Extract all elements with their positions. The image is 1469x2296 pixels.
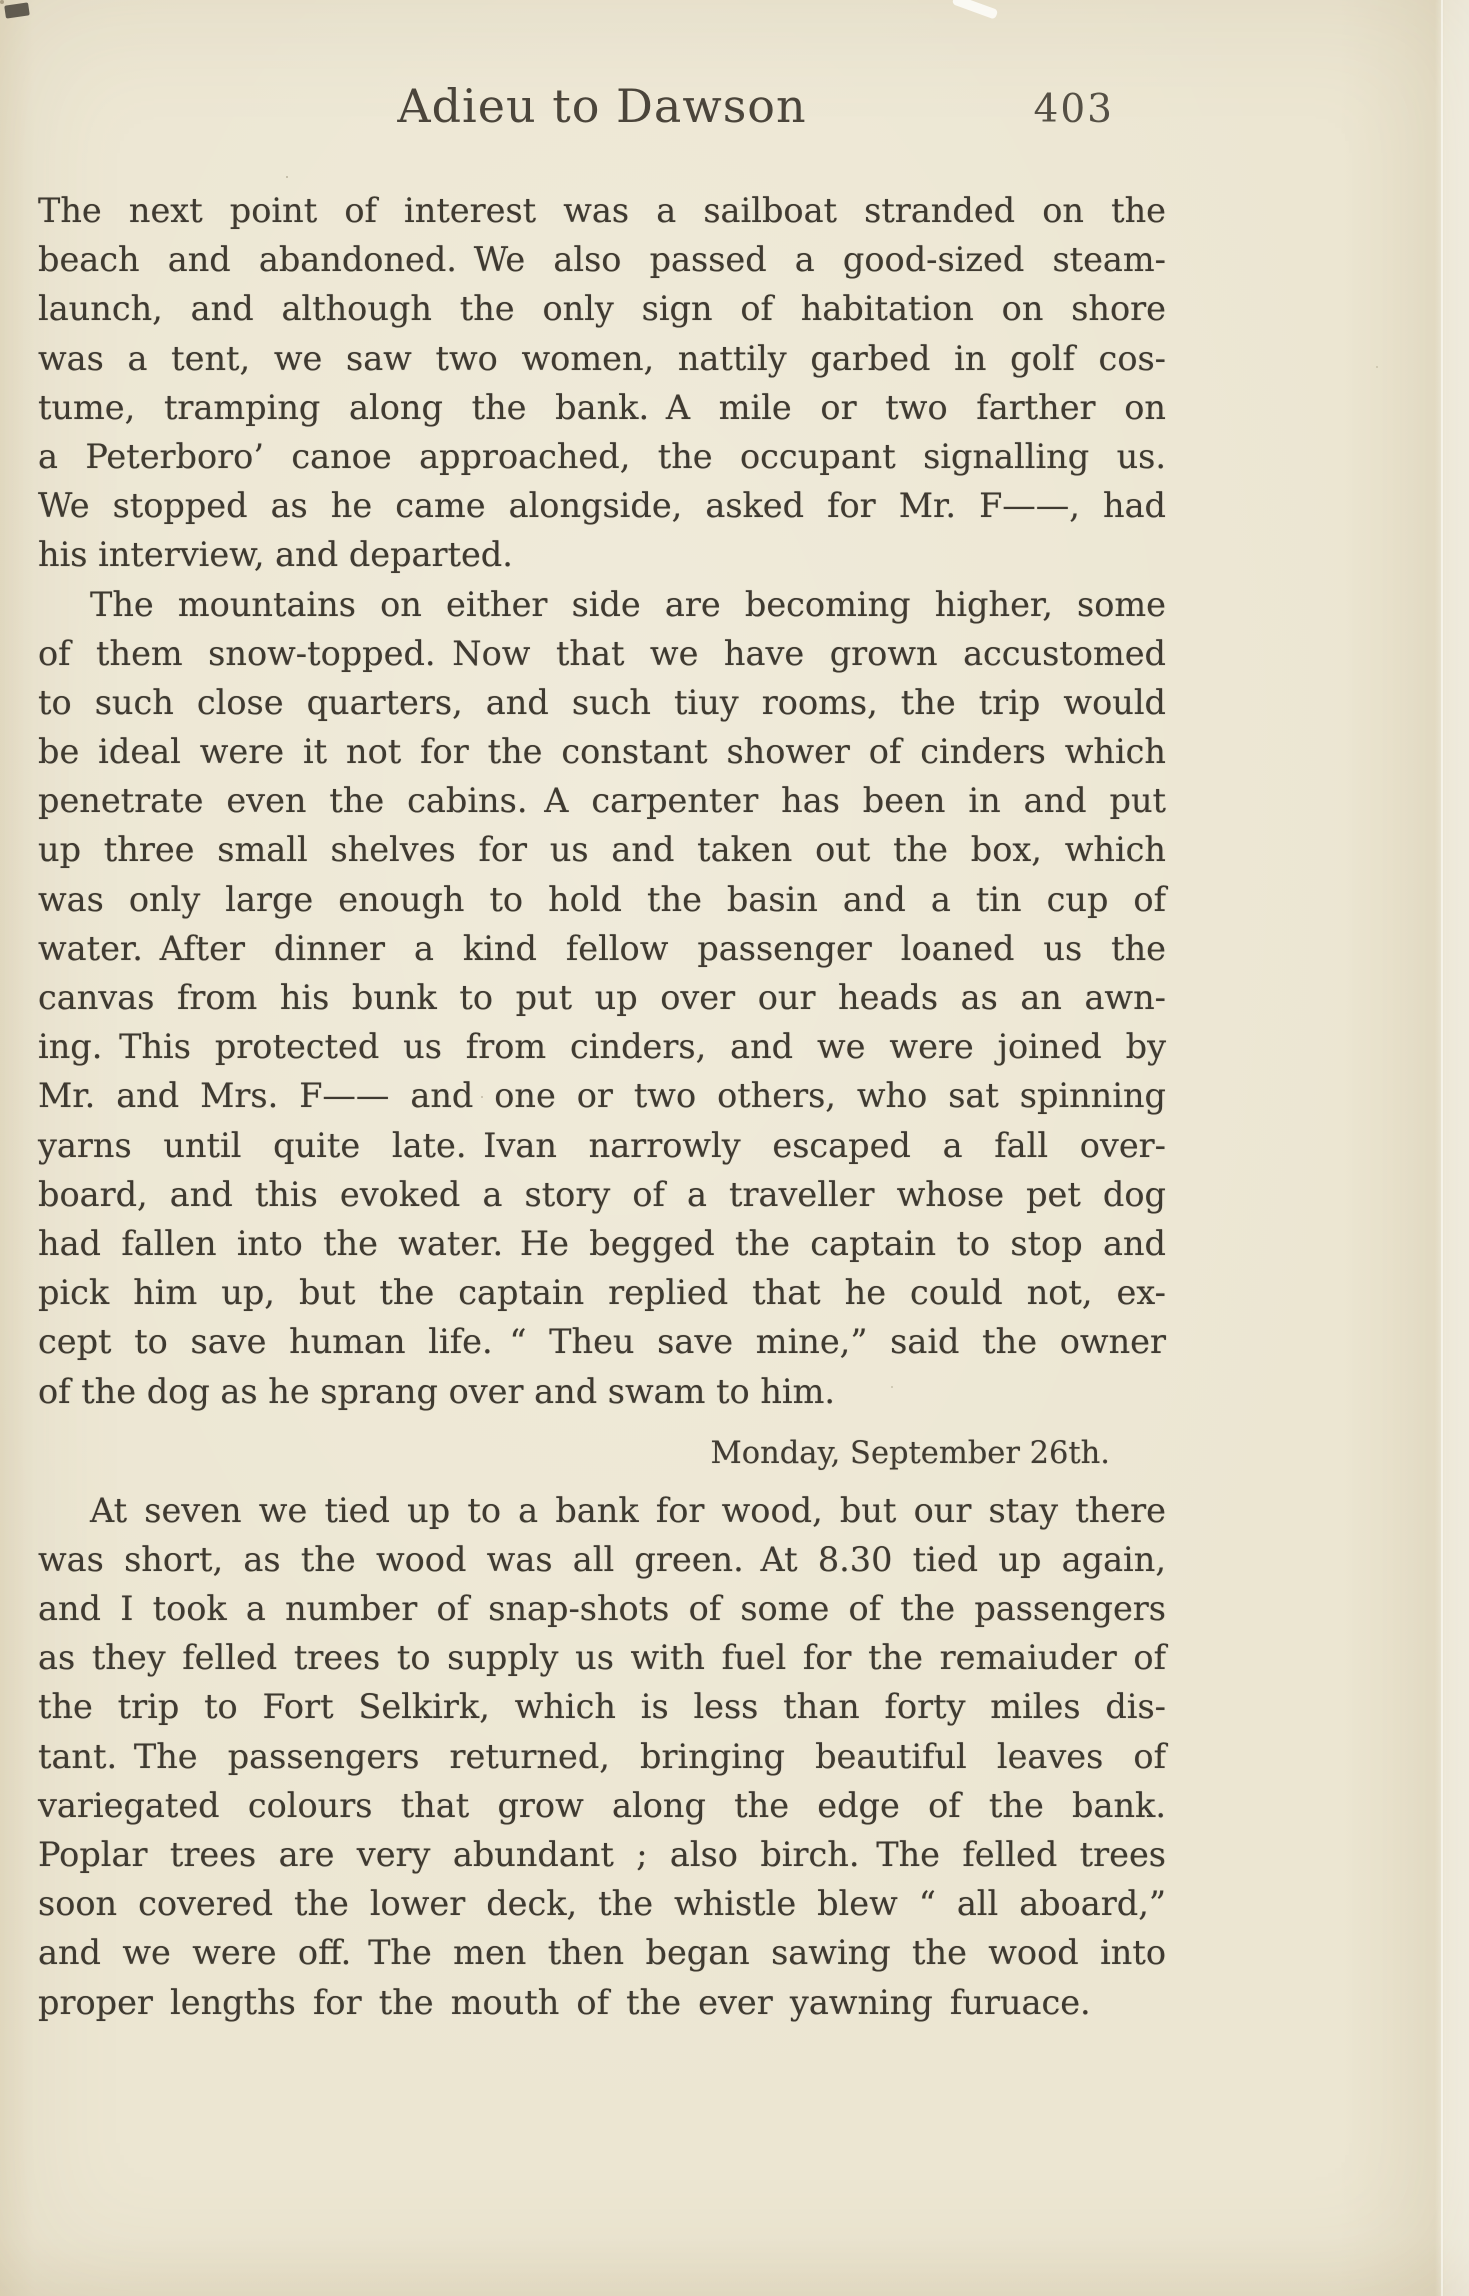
text-line: board, and this evoked a story of a traveller whose pet dog (38, 1174, 1166, 1214)
text-line: variegated colours that grow along the edge of the bank. (38, 1785, 1166, 1825)
text-line: yarns until quite late. Ivan narrowly escaped a fall over- (38, 1125, 1166, 1165)
text-line: was only large enough to hold the basin and a tin cup of (38, 879, 1166, 919)
text-line: was a tent, we saw two women, nattily garbed in golf cos- (38, 338, 1166, 378)
scan-corner-mark (4, 2, 30, 18)
page-body (38, 186, 1166, 2027)
paragraph (38, 580, 1166, 1416)
text-line: ing. This protected us from cinders, and we were joined by (38, 1027, 1166, 1067)
text-line: pick him up, but the captain replied that he could not, ex- (38, 1273, 1166, 1313)
text-line: At seven we tied up to a bank for wood, but our stay there (90, 1490, 1166, 1530)
text-line: penetrate even the cabins. A carpenter has been in and put (38, 781, 1166, 821)
text-line: to such close quarters, and such tiuy rooms, the trip would (38, 682, 1166, 722)
page-number: 403 (1033, 87, 1114, 132)
text-line: be ideal were it not for the constant shower of cinders which (38, 732, 1166, 772)
paragraph (38, 186, 1166, 580)
text-line: tant. The passengers returned, bringing beautiful leaves of (38, 1736, 1166, 1776)
text-line: up three small shelves for us and taken out the box, which (38, 830, 1166, 870)
date-heading: Monday, September 26th. (710, 1435, 1110, 1471)
text-line: launch, and although the only sign of habitation on shore (38, 289, 1166, 329)
text-line: beach and abandoned. We also passed a good-sized steam- (38, 240, 1166, 280)
text-line: canvas from his bunk to put up over our heads as an awn- (38, 978, 1166, 1017)
text-line: proper lengths for the mouth of the ever yawning furuace. (38, 1982, 1091, 2022)
text-line: water. After dinner a kind fellow passenger loaned us the (38, 928, 1166, 968)
text-line: We stopped as he came alongside, asked for Mr. F——, had (38, 486, 1166, 526)
text-line: the trip to Fort Selkirk, which is less than forty miles dis- (38, 1687, 1166, 1727)
text-line: The mountains on either side are becoming higher, some (90, 584, 1166, 624)
text-line: of the dog as he sprang over and swam to him. (38, 1371, 836, 1411)
text-line: and I took a number of snap-shots of some of the passengers (38, 1589, 1166, 1629)
text-line: Poplar trees are very abundant ; also birch. The felled trees (38, 1835, 1166, 1874)
scan-light-notch (952, 0, 999, 20)
text-line: tume, tramping along the bank. A mile or two farther on (38, 387, 1166, 427)
running-title: Adieu to Dawson (397, 79, 807, 133)
text-line: and we were off. The men then began sawing the wood into (38, 1933, 1166, 1973)
page-edge-line (1441, 0, 1443, 2296)
text-line: his interview, and departed. (38, 535, 513, 575)
text-line: as they felled trees to supply us with fuel for the remaiuder of (38, 1638, 1166, 1678)
paragraph (38, 1486, 1166, 2027)
paper-speck (0, 0, 4, 4)
text-line: soon covered the lower deck, the whistle blew “ all aboard,” (38, 1884, 1166, 1924)
text-line: of them snow-topped. Now that we have grown accustomed (38, 633, 1166, 673)
text-line: had fallen into the water. He begged the captain to stop and (38, 1223, 1166, 1263)
text-line: was short, as the wood was all green. At 8.30 tied up again, (38, 1539, 1166, 1579)
text-line: cept to save human life. “ Theu save mine,” said the owner (38, 1322, 1166, 1362)
text-line: Mr. and Mrs. F—— and one or two others, who sat spinning (38, 1076, 1166, 1116)
text-line: The next point of interest was a sailboat stranded on the (38, 191, 1166, 230)
page-header (38, 78, 1166, 138)
text-line: a Peterboro’ canoe approached, the occupant signalling us. (38, 436, 1166, 476)
